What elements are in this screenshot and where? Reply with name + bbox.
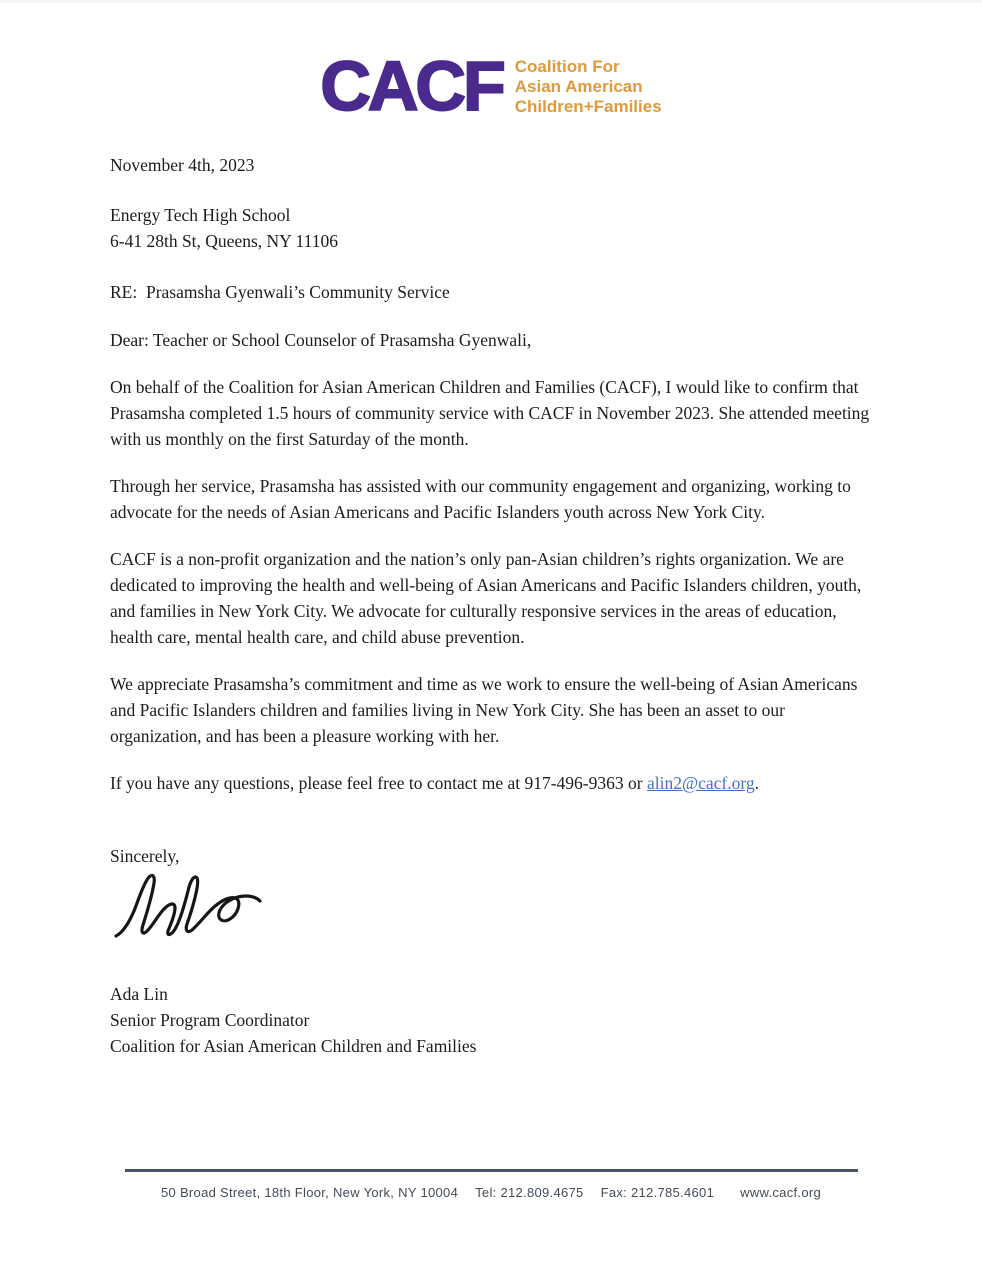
recipient-name: Energy Tech High School xyxy=(110,205,291,225)
body-paragraph-4: We appreciate Prasamsha’s commitment and time as we work to ensure the well-being of Asian Americans and Pacific Islanders children and families living in New York City. She has been an asset to our organization, and has been a pleasure working with her. xyxy=(110,674,858,746)
contact-line xyxy=(110,770,875,796)
logo-tagline xyxy=(515,55,662,117)
letter-body xyxy=(110,152,875,1059)
salutation: Dear: Teacher or School Counselor of Prasamsha Gyenwali, xyxy=(110,330,532,350)
cacf-logo-text: CACF xyxy=(320,47,503,125)
letterhead-logo xyxy=(0,47,982,127)
signer-block xyxy=(110,981,875,1059)
logo-tagline-line-1: Coalition For xyxy=(514,57,620,76)
footer-tel: Tel: 212.809.4675 xyxy=(475,1185,584,1200)
recipient-block xyxy=(110,202,875,254)
body-paragraph-1: On behalf of the Coalition for Asian American Children and Families (CACF), I would like to confirm that Prasamsha completed 1.5 hours of community service with CACF in November 2023. She attended meeting with us monthly on the first Saturday of the month. xyxy=(110,377,870,449)
signer-name: Ada Lin xyxy=(110,984,168,1004)
logo-tagline-line-3: Children+Families xyxy=(514,97,662,116)
letterhead-footer xyxy=(0,1169,982,1200)
signer-org: Coalition for Asian American Children and Families xyxy=(110,1036,477,1056)
footer-fax: Fax: 212.785.4601 xyxy=(600,1185,715,1200)
closing-line: Sincerely, xyxy=(110,846,180,866)
contact-period: . xyxy=(754,773,759,793)
recipient-address: 6-41 28th St, Queens, NY 11106 xyxy=(110,231,338,251)
signature-stroke xyxy=(112,865,276,945)
re-line: RE: Prasamsha Gyenwali’s Community Service xyxy=(110,282,450,302)
contact-text: If you have any questions, please feel free to contact me at 917-496-9363 or xyxy=(110,773,647,793)
body-paragraph-2: Through her service, Prasamsha has assisted with our community engagement and organizing, working to advocate for the needs of Asian Americans and Pacific Islanders youth across New York City. xyxy=(110,476,851,522)
signer-title: Senior Program Coordinator xyxy=(110,1010,310,1030)
logo-tagline-line-2: Asian American xyxy=(514,77,643,96)
footer-website: www.cacf.org xyxy=(740,1185,822,1200)
signature-image xyxy=(112,865,875,945)
footer-address: 50 Broad Street, 18th Floor, New York, NY 10004 xyxy=(160,1185,459,1200)
footer-text xyxy=(0,1185,982,1200)
footer-rule xyxy=(125,1169,858,1172)
email-link[interactable]: alin2@cacf.org xyxy=(646,773,755,793)
body-paragraph-3: CACF is a non-profit organization and the nation’s only pan-Asian children’s rights organization. We are dedicated to improving the health and well-being of Asian Americans and Pacific Islanders children, youth, and families in New York City. We advocate for culturally responsive services in the areas of education, health care, mental health care, and child abuse prevention. xyxy=(110,549,862,647)
date-line: November 4th, 2023 xyxy=(110,155,255,175)
